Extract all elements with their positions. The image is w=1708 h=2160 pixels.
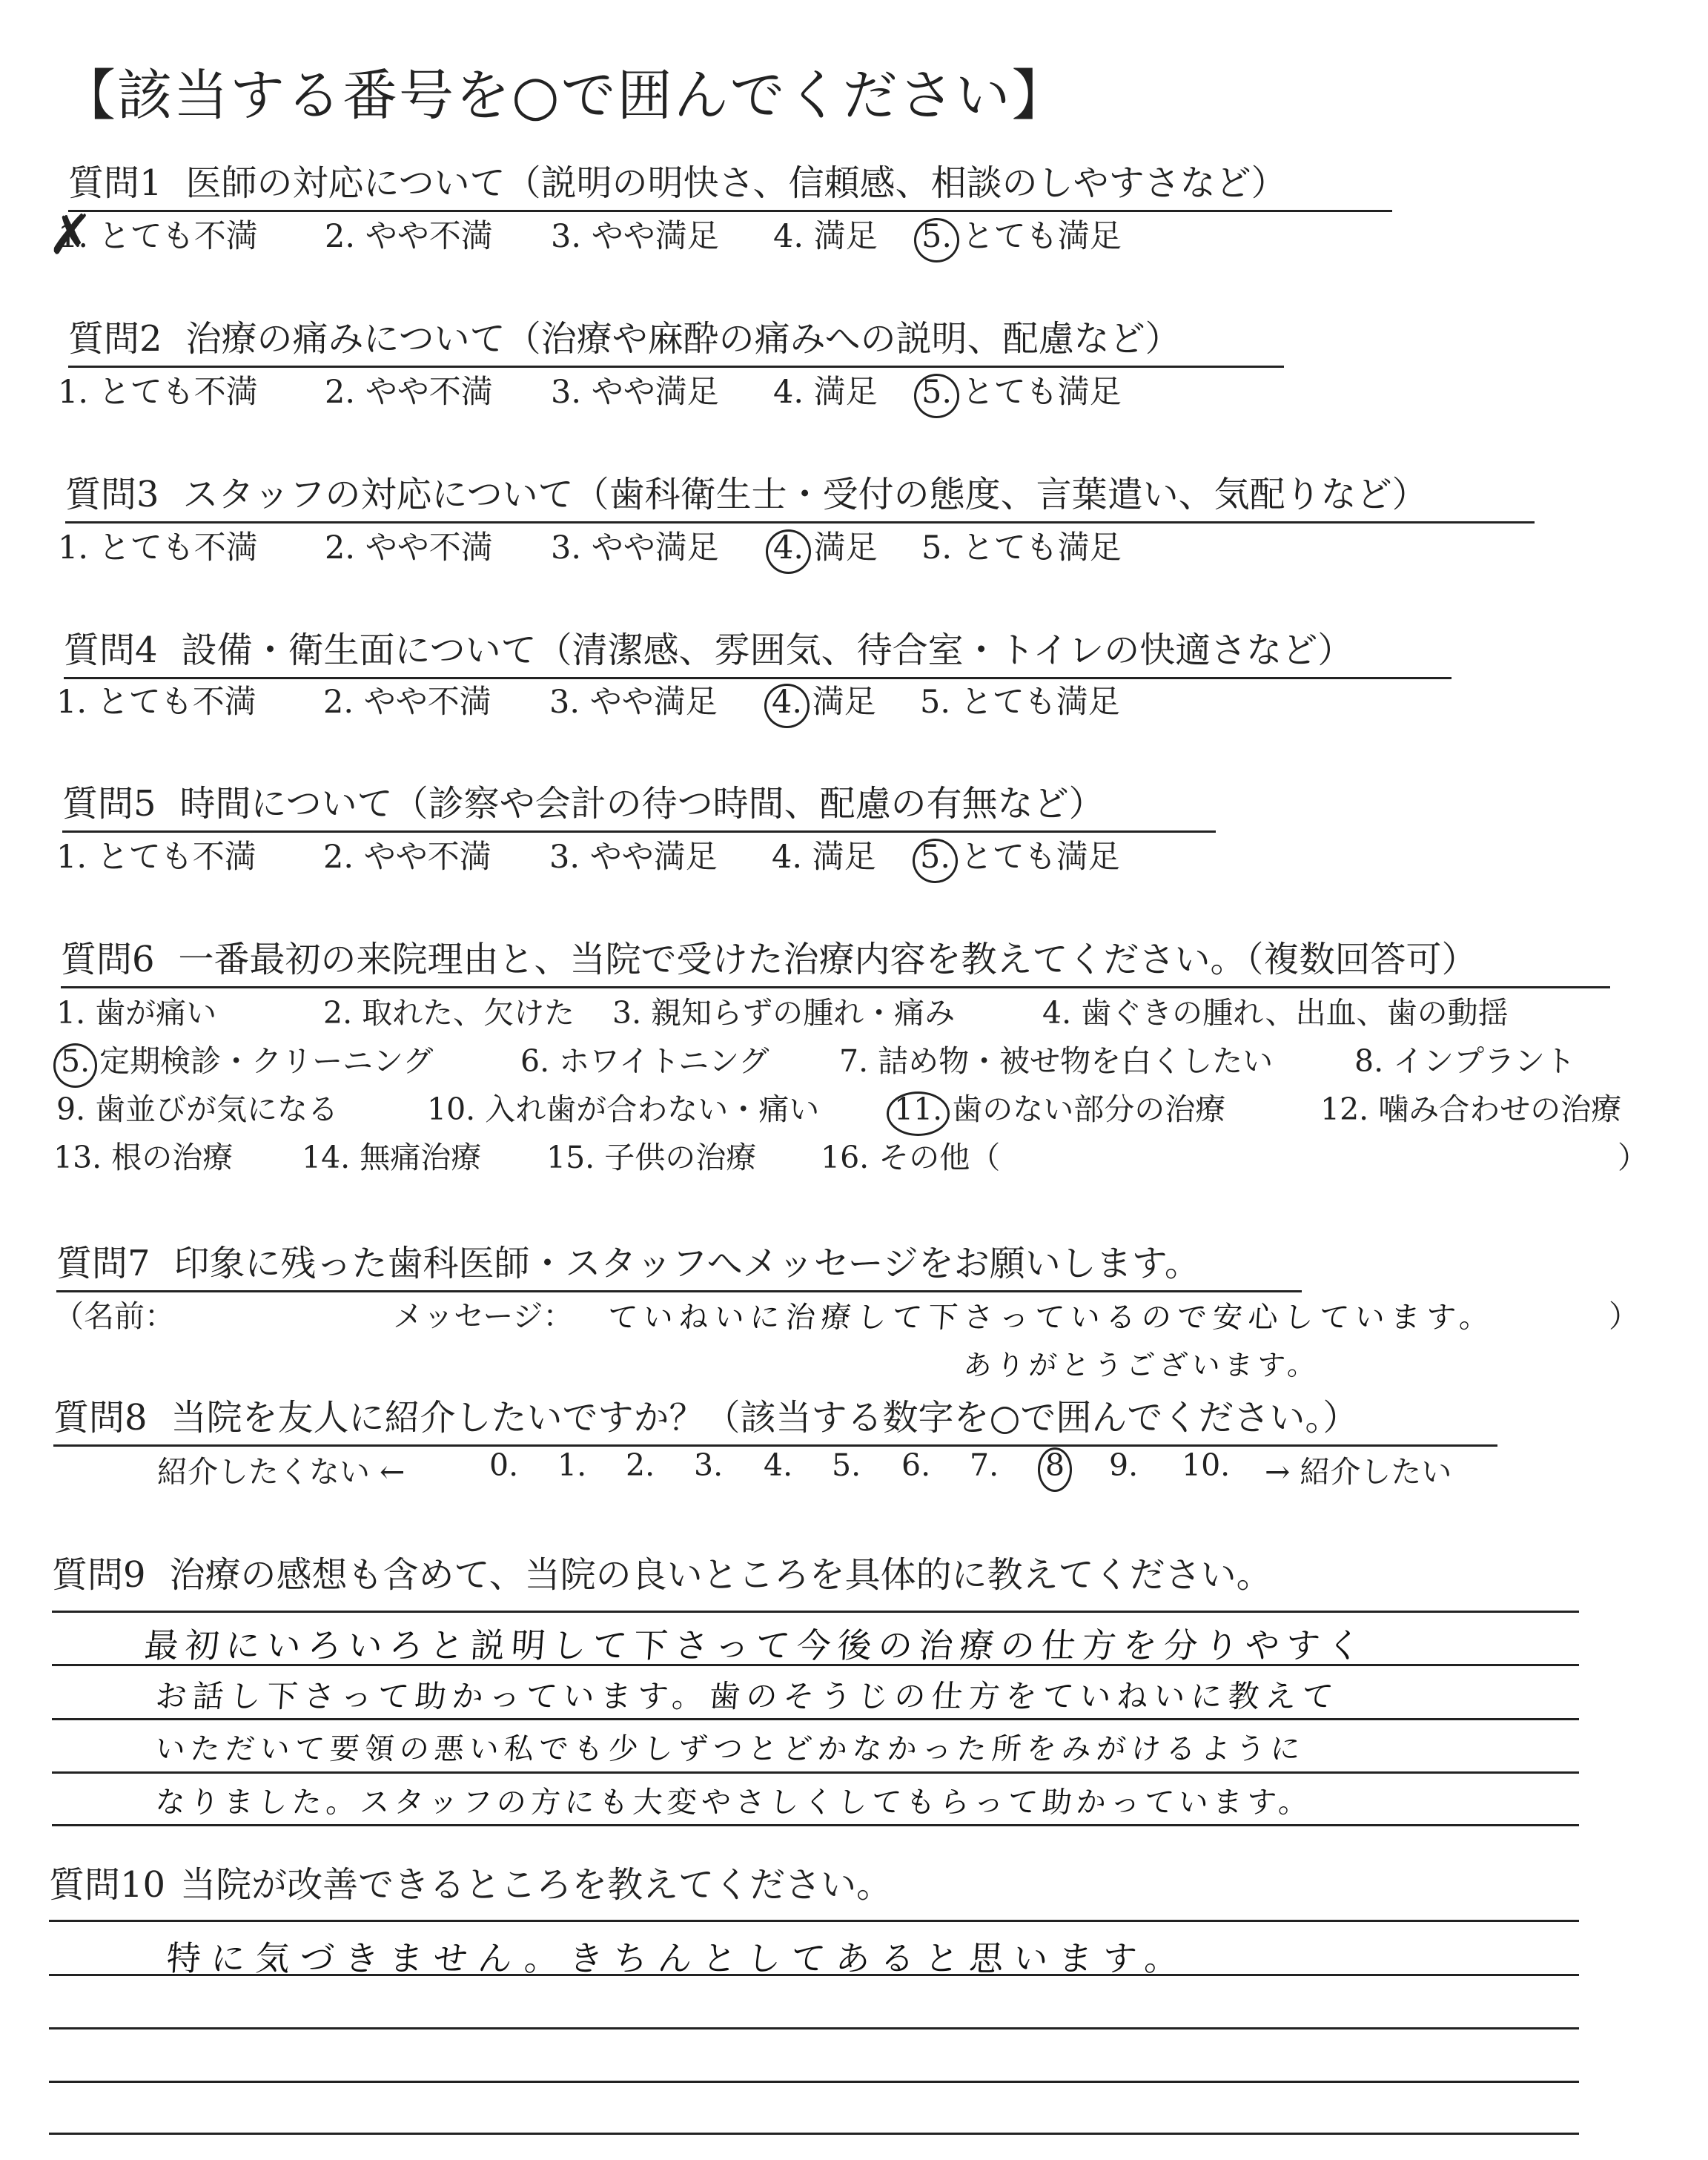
q6-option-14[interactable]: 14. 無痛治療: [302, 1140, 482, 1175]
question-8-heading: [53, 1389, 1497, 1447]
option-4-selected[interactable]: 4. 満足: [773, 529, 878, 567]
option-5-selected[interactable]: 5. とても満足: [921, 374, 1122, 411]
q10-answer-line-1: 特に気づきません。きちんとしてあると思います。: [165, 1938, 1191, 1978]
question-2-heading: [68, 310, 1284, 368]
question-text: 治療の痛みについて（治療や麻酔の痛みへの説明、配慮など）: [185, 318, 1181, 360]
message-close: ）: [1609, 1298, 1639, 1334]
q6-option-9[interactable]: 9. 歯並びが気になる: [56, 1091, 339, 1127]
q6-option-16[interactable]: 16. その他（: [821, 1140, 1001, 1175]
option-1[interactable]: 1. とても不満: [56, 839, 256, 876]
option-5[interactable]: 5. とても満足: [921, 529, 1122, 567]
question-text: 当院が改善できるところを教えてください。: [180, 1864, 893, 1906]
option-5-selected[interactable]: 5. とても満足: [921, 218, 1122, 255]
q6-option-11-selected[interactable]: 11. 歯のない部分の治療: [894, 1091, 1226, 1127]
page-title: 【該当する番号を○で囲んでください】: [61, 64, 1068, 128]
option-2[interactable]: 2. やや不満: [323, 684, 491, 721]
question-7-heading: [56, 1235, 1302, 1292]
question-6-options-row-4: [53, 1133, 1648, 1178]
q9-answer-line-4: なりました。スタッフの方にも大変やさしくしてもらって助かっています。: [154, 1786, 1314, 1820]
option-3[interactable]: 3. やや満足: [549, 839, 718, 876]
scale-right-label: → 紹介したい: [1265, 1454, 1452, 1490]
q6-option-2[interactable]: 2. 取れた、欠けた: [323, 995, 575, 1031]
q6-option-4[interactable]: 4. 歯ぐきの腫れ、出血、歯の動揺: [1042, 995, 1509, 1031]
option-4[interactable]: 4. 満足: [773, 218, 878, 255]
question-number: 質問2: [68, 318, 162, 360]
question-number: 質問3: [65, 474, 159, 515]
question-text: 当院を友人に紹介したいですか？（該当する数字を○で囲んでください。）: [171, 1397, 1359, 1439]
answer-rule: [49, 2133, 1579, 2135]
name-label: （名前：: [53, 1298, 175, 1334]
option-3[interactable]: 3. やや満足: [551, 374, 719, 411]
q6-option-13[interactable]: 13. 根の治療: [53, 1140, 234, 1175]
question-6-heading: [61, 931, 1610, 988]
q6-option-10[interactable]: 10. 入れ歯が合わない・痛い: [427, 1091, 820, 1127]
scale-1[interactable]: 1.: [557, 1447, 587, 1483]
question-text: 一番最初の来院理由と、当院で受けた治療内容を教えてください。（複数回答可）: [178, 939, 1477, 980]
question-text: 治療の感想も含めて、当院の良いところを具体的に教えてください。: [169, 1554, 1272, 1596]
option-4-selected[interactable]: 4. 満足: [772, 684, 876, 721]
q6-option-1[interactable]: 1. 歯が痛い: [56, 995, 217, 1031]
option-1[interactable]: 1. とても不満: [58, 374, 258, 411]
q6-other-close: ）: [1618, 1140, 1648, 1175]
answer-rule: [52, 1718, 1579, 1720]
scale-left-label: 紹介したくない ←: [157, 1454, 406, 1490]
scale-9[interactable]: 9.: [1109, 1447, 1139, 1483]
scale-5[interactable]: 5.: [832, 1447, 861, 1483]
message-handwriting-line-2: ありがとうございます。: [962, 1349, 1322, 1381]
question-number: 質問8: [53, 1397, 148, 1439]
answer-rule: [52, 1824, 1579, 1826]
option-5-selected[interactable]: 5. とても満足: [920, 839, 1120, 876]
question-number: 質問5: [62, 783, 156, 825]
option-4[interactable]: 4. 満足: [772, 839, 876, 876]
answer-rule: [52, 1611, 1579, 1613]
q6-option-5-selected[interactable]: 5. 定期検診・クリーニング: [61, 1043, 434, 1079]
q6-option-3[interactable]: 3. 親知らずの腫れ・痛み: [612, 995, 956, 1031]
scale-6[interactable]: 6.: [901, 1447, 931, 1483]
option-2[interactable]: 2. やや不満: [325, 529, 493, 567]
question-10-heading: [49, 1856, 892, 1907]
option-3[interactable]: 3. やや満足: [549, 684, 718, 721]
q6-option-7[interactable]: 7. 詰め物・被せ物を白くしたい: [839, 1043, 1274, 1079]
question-3-heading: [65, 466, 1535, 524]
q9-answer-line-1: 最初にいろいろと説明して下さって今後の治療の仕方を分りやすく: [142, 1625, 1369, 1665]
q9-answer-line-3: いただいて要領の悪い私でも少しずつとどかなかった所をみがけるように: [154, 1732, 1307, 1766]
question-1-heading: [68, 154, 1392, 212]
question-number: 質問10: [49, 1864, 166, 1906]
question-number: 質問9: [52, 1554, 146, 1596]
answer-rule: [52, 1771, 1579, 1774]
question-4-heading: [64, 621, 1452, 679]
question-9-heading: [52, 1546, 1272, 1597]
question-text: 時間について（診察や会計の待つ時間、配慮の有無など）: [179, 783, 1105, 825]
scale-4[interactable]: 4.: [764, 1447, 793, 1483]
q6-option-15[interactable]: 15. 子供の治療: [546, 1140, 757, 1175]
question-text: 医師の対応について（説明の明快さ、信頼感、相談のしやすさなど）: [185, 162, 1287, 204]
scale-7[interactable]: 7.: [970, 1447, 999, 1483]
q6-option-12[interactable]: 12. 噛み合わせの治療: [1320, 1091, 1622, 1127]
answer-rule: [49, 1920, 1579, 1922]
question-number: 質問1: [68, 162, 162, 204]
option-4[interactable]: 4. 満足: [773, 374, 878, 411]
message-label: メッセージ：: [393, 1298, 574, 1334]
message-handwriting-line-1: ていねいに治療して下さっているので安心しています。: [606, 1301, 1497, 1335]
q6-option-8[interactable]: 8. インプラント: [1354, 1043, 1576, 1079]
question-number: 質問7: [56, 1243, 150, 1284]
question-text: 印象に残った歯科医師・スタッフへメッセージをお願いします。: [173, 1243, 1200, 1284]
option-2[interactable]: 2. やや不満: [325, 374, 493, 411]
option-3[interactable]: 3. やや満足: [551, 529, 719, 567]
question-number: 質問6: [61, 939, 155, 980]
scale-2[interactable]: 2.: [626, 1447, 655, 1483]
question-text: 設備・衛生面について（清潔感、雰囲気、待合室・トイレの快適さなど）: [181, 630, 1354, 671]
q6-option-6[interactable]: 6. ホワイトニング: [520, 1043, 769, 1079]
option-1[interactable]: 1. ✗ とても不満: [58, 211, 258, 257]
question-number: 質問4: [64, 630, 158, 671]
option-1[interactable]: 1. とても不満: [58, 529, 258, 567]
scale-10[interactable]: 10.: [1182, 1447, 1231, 1483]
answer-rule: [49, 2027, 1579, 2029]
option-3[interactable]: 3. やや満足: [551, 218, 719, 255]
option-5[interactable]: 5. とても満足: [920, 684, 1120, 721]
scale-0[interactable]: 0.: [489, 1447, 519, 1483]
question-5-heading: [62, 775, 1216, 833]
question-text: スタッフの対応について（歯科衛生士・受付の態度、言葉遣い、気配りなど）: [182, 474, 1428, 515]
option-2[interactable]: 2. やや不満: [325, 218, 493, 255]
option-1[interactable]: 1. とても不満: [56, 684, 256, 721]
scale-3[interactable]: 3.: [694, 1447, 724, 1483]
option-2[interactable]: 2. やや不満: [323, 839, 491, 876]
answer-rule: [49, 2081, 1579, 2083]
q9-answer-line-2: お話し下さって助かっています。歯のそうじの仕方をていねいに教えて: [154, 1678, 1341, 1714]
scale-8-selected[interactable]: 8: [1045, 1447, 1065, 1483]
